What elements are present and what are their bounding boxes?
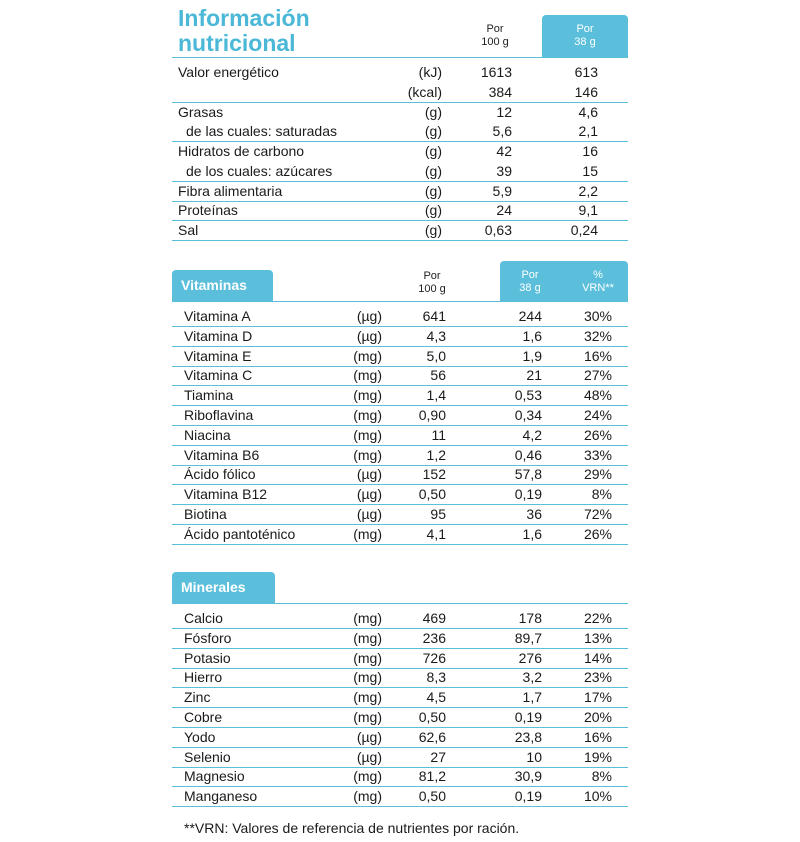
nutrient-name: Valor energético [178, 64, 279, 80]
nutrient-name: Ácido fólico [184, 466, 256, 482]
nutrient-name: Cobre [184, 709, 223, 725]
vitamin-row [0, 465, 800, 484]
title-line-1: Información [178, 5, 310, 31]
vit-header-per-serving-line1: Por [521, 269, 539, 281]
nutrient-unit: (g) [424, 183, 442, 199]
nutrition-row [0, 83, 800, 102]
value-vrn-percent: 16% [583, 348, 612, 364]
value-per-100g: 384 [488, 84, 512, 100]
value-vrn-percent: 14% [583, 650, 612, 666]
nutrient-name: Vitamina C [184, 367, 253, 383]
value-per-100g: 56 [430, 367, 446, 383]
value-per-serving: 89,7 [514, 630, 542, 646]
value-per-serving: 15 [582, 163, 598, 179]
value-per-100g: 42 [496, 143, 512, 159]
value-vrn-percent: 8% [591, 486, 612, 502]
value-per-serving: 1,7 [522, 689, 542, 705]
nutrient-unit: (mg) [353, 630, 382, 646]
mineral-row [0, 748, 800, 767]
nutrient-name: Sal [178, 222, 199, 238]
minerals-header-divider [172, 603, 628, 604]
vit-header-vrn-line2: VRN** [582, 282, 614, 294]
nutrient-name: de los cuales: azúcares [186, 163, 333, 179]
nutrient-unit: (mg) [353, 669, 382, 685]
value-per-serving: 16 [582, 143, 598, 159]
value-per-serving: 276 [518, 650, 542, 666]
value-per-100g: 1613 [480, 64, 512, 80]
value-per-serving: 9,1 [578, 202, 598, 218]
nutrient-name: Vitamina E [184, 348, 252, 364]
value-vrn-percent: 23% [583, 669, 612, 685]
nutrient-unit: (kJ) [418, 64, 442, 80]
value-per-100g: 12 [496, 104, 512, 120]
value-per-serving: 57,8 [514, 466, 542, 482]
nutrient-unit: (g) [424, 123, 442, 139]
nutrient-unit: (mg) [353, 427, 382, 443]
value-per-serving: 178 [518, 610, 542, 626]
value-vrn-percent: 26% [583, 427, 612, 443]
value-per-serving: 2,2 [578, 183, 598, 199]
value-vrn-percent: 30% [583, 308, 612, 324]
vitamin-row [0, 446, 800, 465]
vit-header-per-100g-line2: 100 g [418, 283, 446, 295]
value-vrn-percent: 72% [583, 506, 612, 522]
value-per-serving: 4,6 [578, 104, 598, 120]
value-per-100g: 24 [496, 202, 512, 218]
nutrition-row [0, 201, 800, 220]
value-vrn-percent: 19% [583, 749, 612, 765]
value-per-serving: 0,19 [514, 788, 542, 804]
vit-header-box [500, 261, 628, 302]
nutrient-name: Selenio [184, 749, 231, 765]
nutrient-unit: (g) [424, 222, 442, 238]
nutrition-row [0, 182, 800, 201]
nutrient-name: Grasas [178, 104, 224, 120]
value-per-100g: 726 [422, 650, 446, 666]
nutrition-row [0, 103, 800, 122]
value-vrn-percent: 17% [583, 689, 612, 705]
value-per-serving: 0,34 [514, 407, 542, 423]
vitamins-section-tab [172, 270, 273, 301]
minerals-section-tab [172, 572, 275, 603]
value-per-100g: 81,2 [418, 768, 446, 784]
nutrition-row [0, 142, 800, 161]
value-per-100g: 0,90 [418, 407, 446, 423]
nutrient-unit: (µg) [356, 729, 382, 745]
value-per-serving: 613 [574, 64, 598, 80]
nutrient-unit: (mg) [353, 610, 382, 626]
nutrition-row [0, 162, 800, 181]
mineral-row [0, 609, 800, 628]
value-per-serving: 36 [526, 506, 542, 522]
nutrient-unit: (g) [424, 143, 442, 159]
nutrient-unit: (mg) [353, 526, 382, 542]
value-per-serving: 0,19 [514, 709, 542, 725]
nutrition-row-divider [172, 240, 628, 241]
value-per-serving: 10 [526, 749, 542, 765]
value-per-100g: 0,63 [484, 222, 512, 238]
nutrient-unit: (µg) [356, 308, 382, 324]
nutrient-name: Hidratos de carbono [178, 143, 305, 159]
value-per-100g: 4,1 [426, 526, 446, 542]
value-per-100g: 0,50 [418, 709, 446, 725]
nutrient-name: Ácido pantoténico [184, 526, 296, 542]
value-per-serving: 4,2 [522, 427, 542, 443]
header-per-100g-line2: 100 g [481, 36, 509, 48]
value-per-serving: 244 [518, 308, 542, 324]
mineral-row [0, 728, 800, 747]
value-per-serving: 23,8 [514, 729, 542, 745]
minerals-title: Minerales [181, 579, 246, 595]
nutrient-name: Vitamina B6 [184, 447, 260, 463]
vitamin-row [0, 505, 800, 524]
value-per-100g: 11 [431, 427, 446, 443]
nutrition-row [0, 122, 800, 141]
nutrition-row [0, 221, 800, 240]
nutrient-unit: (µg) [356, 486, 382, 502]
value-vrn-percent: 20% [583, 709, 612, 725]
nutrient-unit: (mg) [353, 407, 382, 423]
value-vrn-percent: 26% [583, 526, 612, 542]
value-per-100g: 0,50 [418, 486, 446, 502]
value-per-100g: 152 [422, 466, 446, 482]
nutrient-unit: (mg) [353, 689, 382, 705]
value-per-100g: 62,6 [418, 729, 446, 745]
vitamin-row [0, 347, 800, 366]
value-vrn-percent: 27% [583, 367, 612, 383]
header-per-100g-line1: Por [486, 23, 504, 35]
vit-header-per-serving-line2: 38 g [519, 282, 541, 294]
nutrient-unit: (g) [424, 202, 442, 218]
value-per-100g: 469 [422, 610, 446, 626]
value-per-100g: 641 [422, 308, 446, 324]
header-per-serving [542, 15, 628, 58]
nutrient-name: Biotina [184, 506, 227, 522]
nutrient-unit: (g) [424, 163, 442, 179]
value-vrn-percent: 16% [583, 729, 612, 745]
vitamin-row [0, 386, 800, 405]
vitamin-row [0, 406, 800, 425]
vit-header-per-100g-line1: Por [423, 270, 441, 282]
nutrient-unit: (mg) [353, 768, 382, 784]
nutrient-unit: (mg) [353, 387, 382, 403]
value-per-serving: 21 [526, 367, 542, 383]
value-per-serving: 2,1 [578, 123, 598, 139]
nutrient-name: Manganeso [184, 788, 258, 804]
vitamin-row [0, 525, 800, 544]
value-vrn-percent: 29% [583, 466, 612, 482]
value-vrn-percent: 33% [583, 447, 612, 463]
nutrient-name: Hierro [184, 669, 223, 685]
nutrient-name: Yodo [184, 729, 216, 745]
nutrient-unit: (mg) [353, 709, 382, 725]
vitamin-row [0, 485, 800, 504]
vitamin-row [0, 426, 800, 445]
value-vrn-percent: 8% [591, 768, 612, 784]
nutrient-name: de las cuales: saturadas [186, 123, 337, 139]
mineral-row [0, 708, 800, 727]
value-per-serving: 1,6 [522, 526, 542, 542]
value-per-serving: 1,6 [522, 328, 542, 344]
nutrient-name: Vitamina A [184, 308, 251, 324]
value-per-100g: 236 [422, 630, 446, 646]
value-per-100g: 0,50 [418, 788, 446, 804]
nutrition-row [0, 63, 800, 82]
nutrient-unit: (kcal) [407, 84, 442, 100]
value-per-100g: 5,9 [492, 183, 512, 199]
value-per-100g: 4,5 [426, 689, 446, 705]
value-vrn-percent: 13% [583, 630, 612, 646]
nutrient-unit: (mg) [353, 650, 382, 666]
nutrient-name: Vitamina D [184, 328, 253, 344]
nutrient-name: Vitamina B12 [184, 486, 268, 502]
nutrient-unit: (µg) [356, 466, 382, 482]
header-per-100g [465, 23, 525, 49]
nutrient-name: Calcio [184, 610, 223, 626]
nutrient-name: Zinc [184, 689, 211, 705]
value-vrn-percent: 10% [583, 788, 612, 804]
value-per-serving: 0,19 [514, 486, 542, 502]
vitamin-row [0, 327, 800, 346]
mineral-row [0, 787, 800, 806]
vitamins-title: Vitaminas [181, 277, 247, 293]
value-vrn-percent: 24% [583, 407, 612, 423]
value-per-serving: 3,2 [522, 669, 542, 685]
nutrient-name: Niacina [184, 427, 231, 443]
value-per-serving: 146 [574, 84, 598, 100]
value-per-serving: 0,53 [514, 387, 542, 403]
mineral-row [0, 649, 800, 668]
nutrient-name: Tiamina [184, 387, 234, 403]
nutrient-unit: (µg) [356, 506, 382, 522]
nutrient-unit: (g) [424, 104, 442, 120]
mineral-row-divider [172, 806, 628, 807]
nutrient-unit: (mg) [353, 367, 382, 383]
nutrient-name: Riboflavina [184, 407, 254, 423]
header-per-serving-line2: 38 g [574, 36, 596, 48]
vit-header-per-100g [402, 270, 462, 296]
vit-header-vrn [572, 269, 624, 295]
value-per-100g: 5,6 [492, 123, 512, 139]
nutrition-header-divider [172, 57, 628, 58]
nutrient-unit: (mg) [353, 348, 382, 364]
value-vrn-percent: 48% [583, 387, 612, 403]
value-per-100g: 8,3 [426, 669, 446, 685]
value-per-100g: 4,3 [426, 328, 446, 344]
vitamin-row [0, 366, 800, 385]
title-line-2: nutricional [178, 30, 296, 56]
vitamin-row [0, 307, 800, 326]
footnote: **VRN: Valores de referencia de nutrientes por ración. [184, 820, 520, 836]
value-per-100g: 95 [430, 506, 446, 522]
nutrient-unit: (mg) [353, 447, 382, 463]
value-per-serving: 30,9 [514, 768, 542, 784]
mineral-row [0, 767, 800, 786]
page-title [178, 6, 310, 56]
nutrient-unit: (mg) [353, 788, 382, 804]
value-per-100g: 27 [430, 749, 446, 765]
value-per-100g: 1,2 [426, 447, 446, 463]
vitamins-header-divider [172, 301, 628, 302]
value-vrn-percent: 22% [583, 610, 612, 626]
vitamin-row-divider [172, 544, 628, 545]
value-per-100g: 1,4 [426, 387, 446, 403]
mineral-row [0, 629, 800, 648]
nutrient-name: Proteínas [178, 202, 238, 218]
nutrient-name: Fósforo [184, 630, 232, 646]
value-per-serving: 0,46 [514, 447, 542, 463]
value-per-100g: 5,0 [426, 348, 446, 364]
mineral-row [0, 688, 800, 707]
mineral-row [0, 668, 800, 687]
value-vrn-percent: 32% [583, 328, 612, 344]
vit-header-per-serving [510, 269, 550, 295]
nutrient-name: Magnesio [184, 768, 245, 784]
value-per-100g: 39 [496, 163, 512, 179]
value-per-serving: 1,9 [522, 348, 542, 364]
nutrient-unit: (µg) [356, 328, 382, 344]
nutrient-unit: (µg) [356, 749, 382, 765]
nutrient-name: Fibra alimentaria [178, 183, 283, 199]
nutrient-name: Potasio [184, 650, 231, 666]
header-per-serving-line1: Por [576, 23, 594, 35]
value-per-serving: 0,24 [570, 222, 598, 238]
vit-header-vrn-line1: % [593, 269, 603, 281]
